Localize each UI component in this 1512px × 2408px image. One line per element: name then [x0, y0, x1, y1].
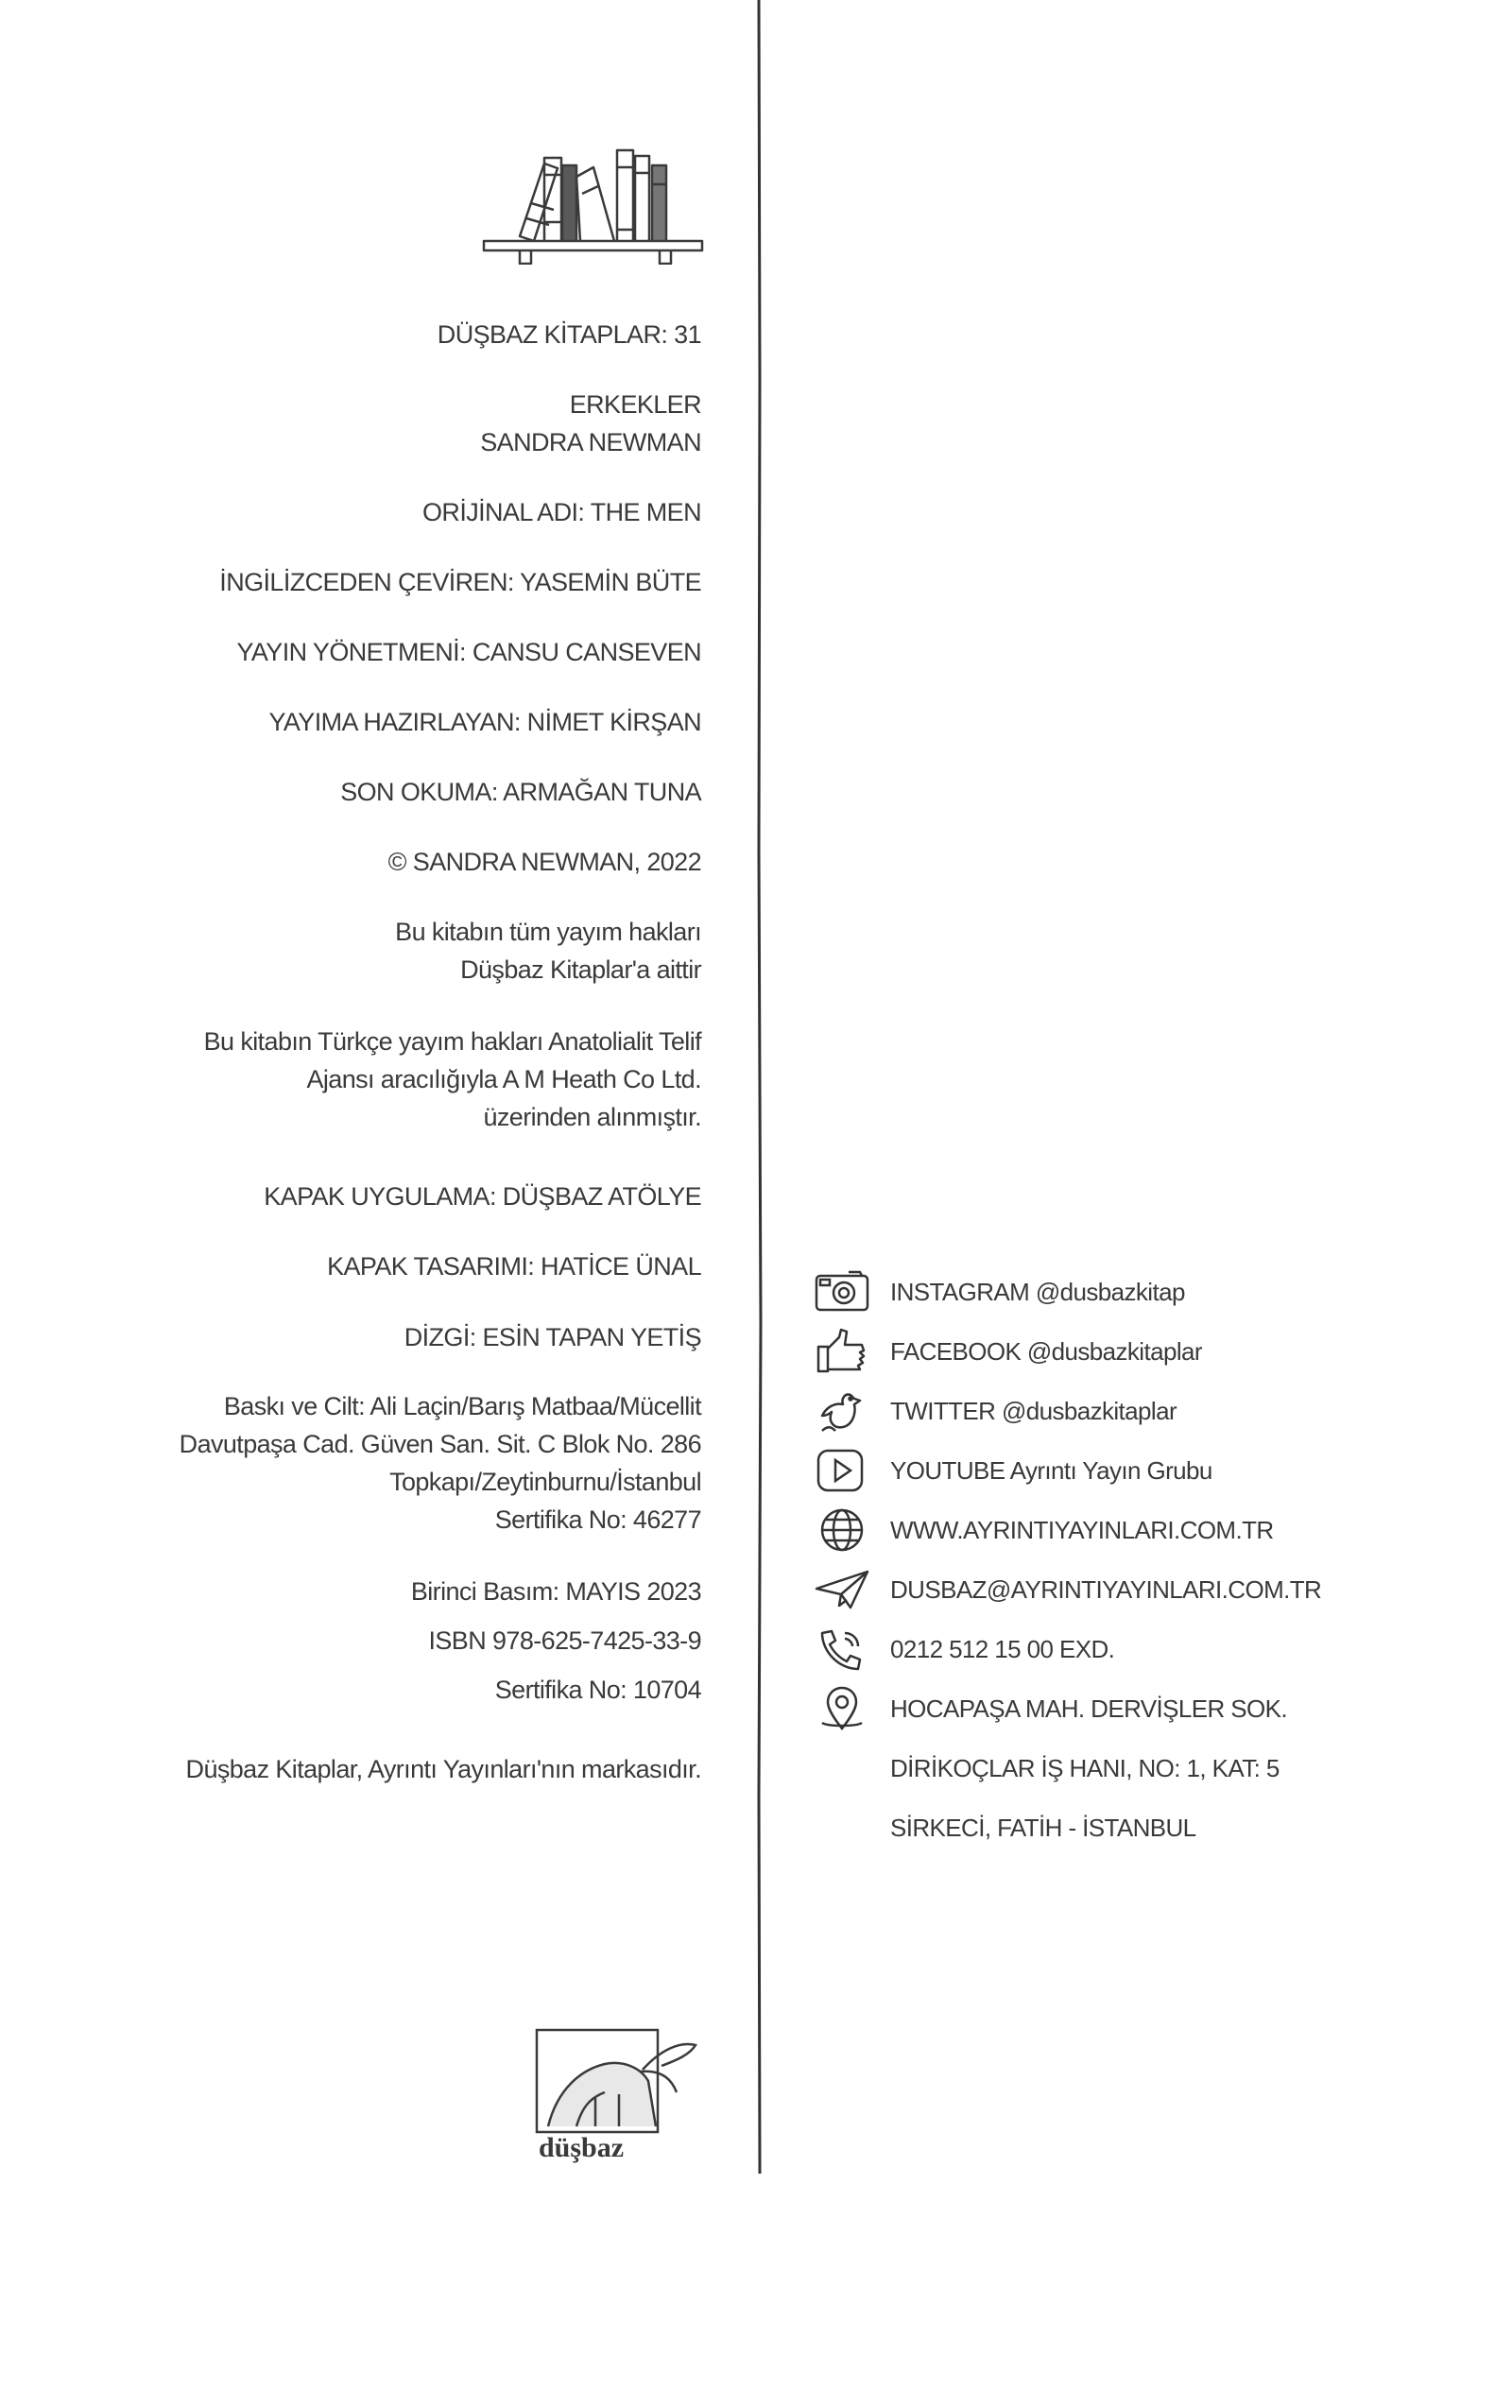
phone-icon [813, 1625, 871, 1673]
address-row: HOCAPAŞA MAH. DERVİŞLER SOK. [813, 1685, 1287, 1732]
rights-line: Düşbaz Kitaplar'a aittir [460, 955, 701, 984]
youtube-row: YOUTUBE Ayrıntı Yayın Grubu [813, 1447, 1212, 1494]
printing-line: Topkapı/Zeytinburnu/İstanbul [389, 1468, 701, 1496]
turkish-rights-line: üzerinden alınmıştır. [483, 1103, 701, 1131]
publisher-logo [529, 2022, 709, 2164]
globe-icon [813, 1506, 871, 1554]
rights-line: Bu kitabın tüm yayım hakları [395, 918, 701, 946]
translator-credit: İNGİLİZCEDEN ÇEVİREN: YASEMİN BÜTE [219, 568, 701, 596]
play-icon [813, 1447, 871, 1494]
email-row: DUSBAZ@AYRINTIYAYINLARI.COM.TR [813, 1566, 1321, 1613]
typesetting-credit: DİZGİ: ESİN TAPAN YETİŞ [404, 1323, 701, 1351]
twitter-row: TWITTER @dusbazkitaplar [813, 1387, 1177, 1435]
publishing-director-credit: YAYIN YÖNETMENİ: CANSU CANSEVEN [236, 638, 701, 666]
paper-plane-icon [813, 1566, 871, 1613]
turkish-rights-line: Ajansı aracılığıyla A M Heath Co Ltd. [306, 1065, 701, 1093]
isbn: ISBN 978-625-7425-33-9 [428, 1626, 701, 1655]
turkish-rights-line: Bu kitabın Türkçe yayım hakları Anatolialit Telif [203, 1027, 701, 1056]
camera-icon [813, 1268, 871, 1316]
bird-icon [813, 1387, 871, 1435]
instagram-row: INSTAGRAM @dusbazkitap [813, 1268, 1185, 1316]
bookshelf-icon [482, 146, 704, 265]
series-line: DÜŞBAZ KİTAPLAR: 31 [437, 320, 701, 349]
first-edition: Birinci Basım: MAYIS 2023 [410, 1577, 701, 1606]
original-title: ORİJİNAL ADI: THE MEN [422, 498, 701, 526]
printing-line: Baskı ve Cilt: Ali Laçin/Barış Matbaa/Mücellit [223, 1392, 701, 1420]
facebook-row: FACEBOOK @dusbazkitaplar [813, 1328, 1202, 1375]
cover-design-credit: KAPAK TASARIMI: HATİCE ÜNAL [327, 1252, 701, 1281]
printing-line: Sertifika No: 46277 [494, 1505, 701, 1534]
book-author: SANDRA NEWMAN [480, 428, 701, 456]
phone-row: 0212 512 15 00 EXD. [813, 1625, 1114, 1673]
certificate-number: Sertifika No: 10704 [494, 1676, 701, 1704]
editor-credit: YAYIMA HAZIRLAYAN: NİMET KİRŞAN [268, 708, 701, 736]
location-pin-icon [813, 1685, 871, 1732]
proofreader-credit: SON OKUMA: ARMAĞAN TUNA [340, 778, 701, 806]
website-row: WWW.AYRINTIYAYINLARI.COM.TR [813, 1506, 1274, 1554]
address-line: DİRİKOÇLAR İŞ HANI, NO: 1, KAT: 5 [890, 1754, 1280, 1782]
brand-note: Düşbaz Kitaplar, Ayrıntı Yayınları'nın markasıdır. [185, 1755, 701, 1783]
thumbs-up-icon [813, 1328, 871, 1375]
printing-line: Davutpaşa Cad. Güven San. Sit. C Blok No. 286 [179, 1430, 701, 1458]
copyright-line: © SANDRA NEWMAN, 2022 [387, 848, 701, 876]
address-line: SİRKECİ, FATİH - İSTANBUL [890, 1814, 1196, 1842]
logo-wordmark: düşbaz [539, 2132, 625, 2163]
cover-application-credit: KAPAK UYGULAMA: DÜŞBAZ ATÖLYE [264, 1182, 701, 1211]
book-title: ERKEKLER [569, 390, 701, 419]
vertical-divider [754, 0, 765, 2174]
